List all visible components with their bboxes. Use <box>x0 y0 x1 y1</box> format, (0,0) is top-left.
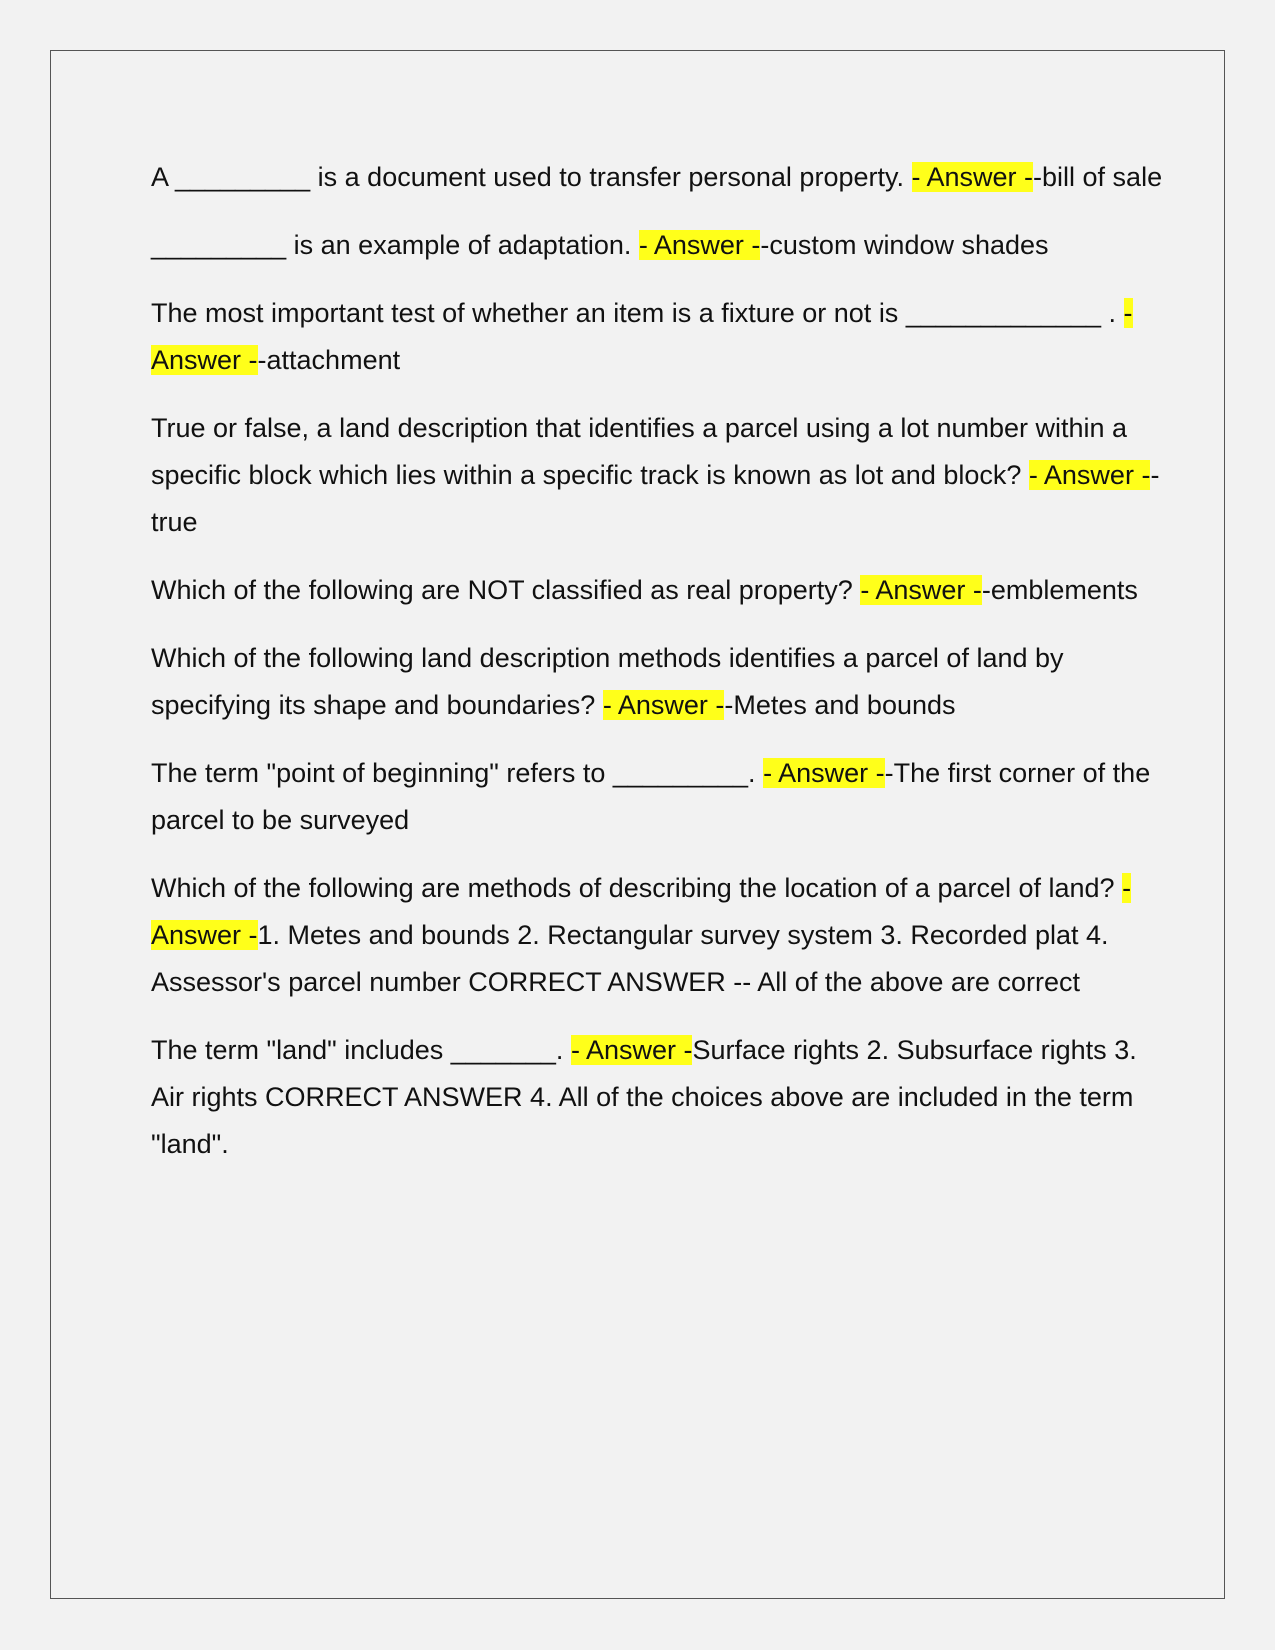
page-frame <box>50 50 1225 1599</box>
answer-text: Surface rights 2. Subsurface rights 3. Air rights CORRECT ANSWER 4. All of the choices above are included in the term "land". <box>151 1035 1137 1159</box>
answer-text: -The first corner of the parcel to be surveyed <box>151 758 1151 835</box>
question-text: The most important test of whether an item is a fixture or not is _____________ . <box>151 298 1117 328</box>
answer-text: -true <box>151 460 1160 537</box>
answer-marker: - Answer - <box>911 162 1034 192</box>
answer-text: -Metes and bounds <box>724 690 956 720</box>
answer-marker: - Answer - <box>602 690 725 720</box>
answer-marker: - Answer - <box>638 230 761 260</box>
question-text: _________ is an example of adaptation. <box>151 230 632 260</box>
answer-text: -attachment <box>257 345 401 375</box>
question-text: A _________ is a document used to transfer personal property. <box>151 162 904 192</box>
question-text: Which of the following are NOT classified as real property? <box>151 575 853 605</box>
answer-text: -custom window shades <box>760 230 1049 260</box>
question-text: The term "land" includes _______. <box>151 1035 564 1065</box>
qa-item <box>151 1027 1171 1168</box>
qa-item <box>151 154 1171 201</box>
answer-marker: - Answer - <box>763 758 885 788</box>
qa-item <box>151 635 1171 729</box>
answer-marker: - Answer - <box>1028 460 1151 490</box>
answer-marker: - Answer - <box>151 873 1132 950</box>
qa-item <box>151 865 1171 1006</box>
qa-item <box>151 750 1171 844</box>
question-text: True or false, a land description that identifies a parcel using a lot number within a specific block which lies within a specific track is known as lot and block? <box>151 413 1128 490</box>
qa-item <box>151 567 1171 614</box>
answer-marker: - Answer - <box>151 298 1133 375</box>
question-text: Which of the following land description methods identifies a parcel of land by specifying its shape and boundaries? <box>151 643 1064 720</box>
question-text: The term "point of beginning" refers to _________. <box>151 758 756 788</box>
answer-text: -emblements <box>981 575 1138 605</box>
answer-text: 1. Metes and bounds 2. Rectangular survey system 3. Recorded plat 4. Assessor's parcel number CORRECT ANSWER -- All of the above are correct <box>151 920 1109 997</box>
answer-marker: - Answer - <box>860 575 982 605</box>
qa-item <box>151 290 1171 384</box>
qa-item <box>151 405 1171 546</box>
qa-item <box>151 222 1171 269</box>
question-text: Which of the following are methods of describing the location of a parcel of land? <box>151 873 1115 903</box>
document-body <box>151 154 1171 1189</box>
answer-text: -bill of sale <box>1033 162 1163 192</box>
answer-marker: - Answer - <box>570 1035 693 1065</box>
